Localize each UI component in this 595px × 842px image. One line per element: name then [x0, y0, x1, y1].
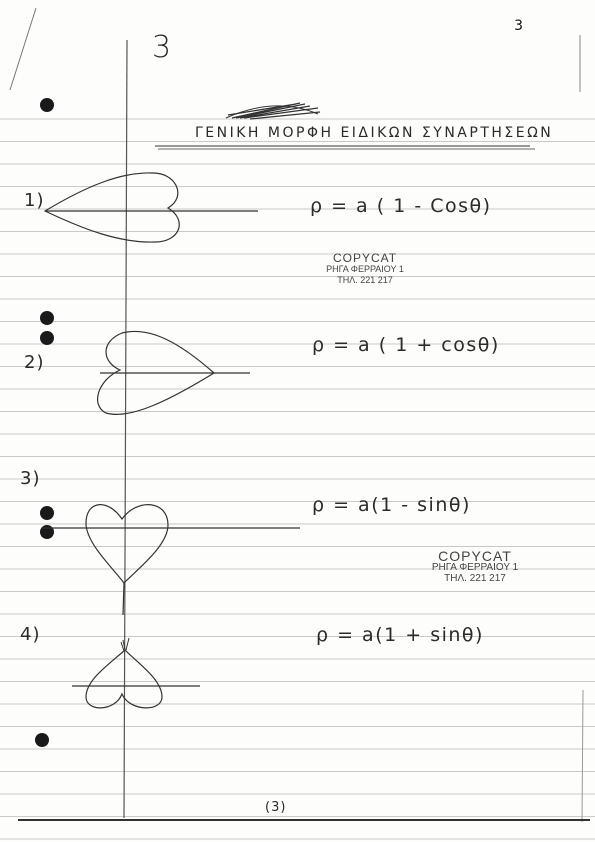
page-heading: ΓΕΝΙΚΗ ΜΟΡΦΗ ΕΙΔΙΚΩΝ ΣΥΝΑΡΤΗΣΕΩΝ: [195, 125, 554, 141]
punch-hole: [35, 733, 49, 747]
punch-hole: [40, 525, 54, 539]
formula-1: ρ = a ( 1 - Cosθ): [310, 195, 492, 217]
punch-hole: [40, 98, 54, 112]
item-label-1: 1): [24, 190, 45, 211]
item-label-2: 2): [24, 352, 45, 373]
punch-hole: [40, 506, 54, 520]
margin-line: [124, 40, 127, 818]
formula-4: ρ = a(1 + sinθ): [316, 624, 484, 646]
scribbled-out-word: [226, 103, 320, 119]
stamp-name: COPYCAT: [438, 548, 512, 564]
formula-2: ρ = a ( 1 + cosθ): [312, 334, 500, 356]
copyshop-stamp: [305, 253, 425, 286]
cardioid-1-plot: [45, 173, 258, 242]
corner-pen-stroke: [10, 8, 36, 90]
bottom-page-number: (3): [265, 800, 287, 815]
right-edge-mark: [582, 690, 583, 822]
stamp-phone: ΤΗΛ. 221 217: [444, 573, 506, 584]
handwritten-page-number: 3: [152, 30, 173, 65]
copyshop-stamp: [405, 548, 545, 584]
cardioid-3-plot: [42, 505, 300, 615]
item-label-3: 3): [20, 468, 41, 489]
punch-hole: [40, 331, 54, 345]
stamp-address: ΡΗΓΑ ΦΕΡΡΑΙΟΥ 1: [326, 264, 404, 274]
item-label-4: 4): [20, 624, 41, 645]
formula-3: ρ = a(1 - sinθ): [312, 494, 471, 516]
page-number: 3: [514, 18, 523, 34]
cardioid-2-plot: [98, 331, 250, 414]
punch-hole: [40, 311, 54, 325]
cardioid-4-plot: [72, 638, 200, 708]
stamp-phone: ΤΗΛ. 221 217: [337, 275, 393, 285]
stamp-name: COPYCAT: [332, 251, 398, 265]
stamp-address: ΡΗΓΑ ΦΕΡΡΑΙΟΥ 1: [431, 562, 519, 573]
